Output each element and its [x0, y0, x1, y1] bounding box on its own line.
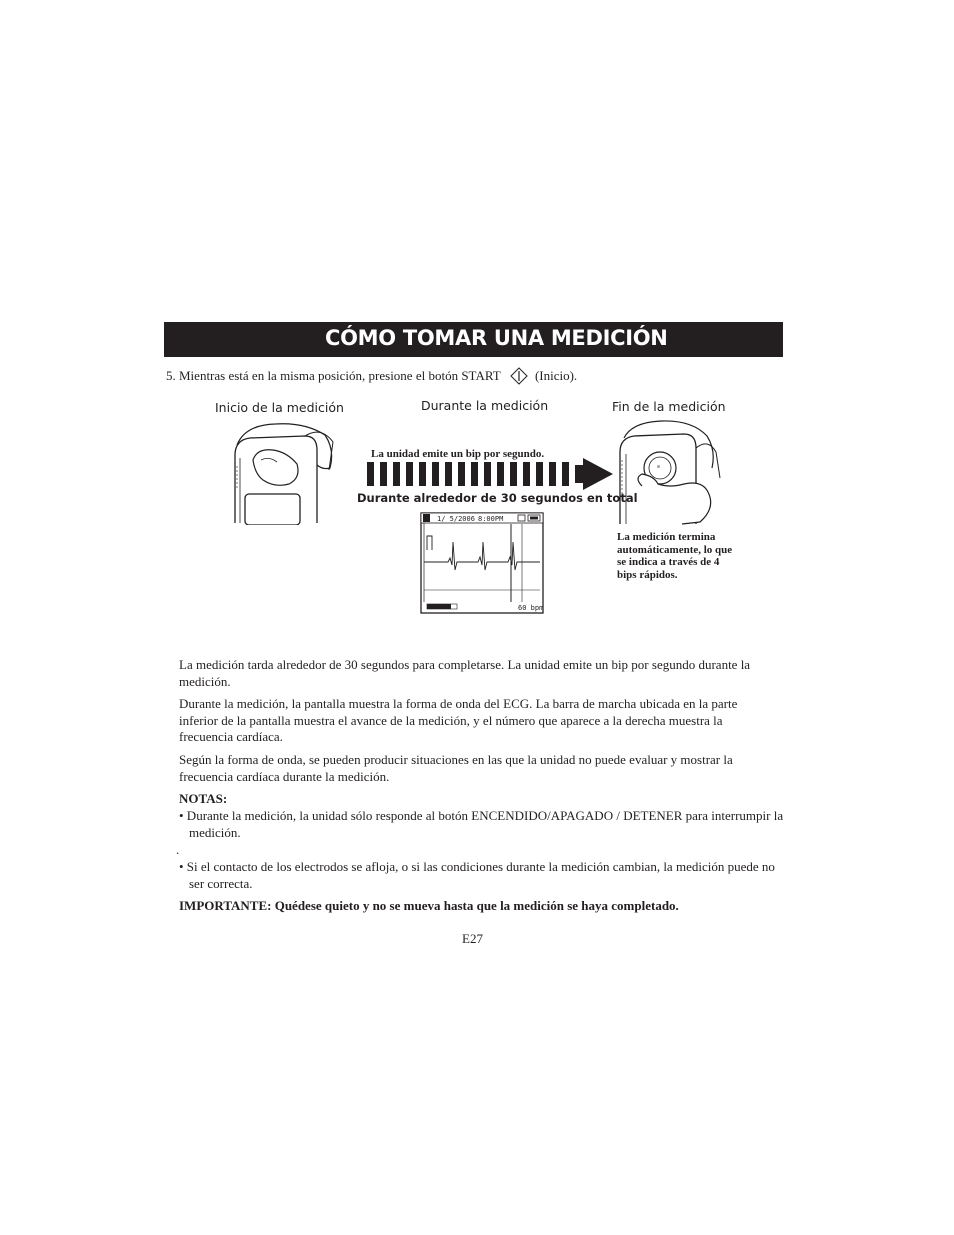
device-end-illustration [612, 418, 724, 526]
beep-note: La unidad emite un bip por segundo. [371, 448, 545, 460]
note-2: • Si el contacto de los electrodos se afloja, o si las condiciones durante la medición cambian, la medición puede no ser correcta. [179, 859, 775, 891]
end-note-line: bips rápidos. [617, 568, 678, 581]
paragraph-1: La medición tarda alrededor de 30 segundos para completarse. La unidad emite un bip por segundo durante la medición. [179, 657, 751, 689]
stage-end-label: Fin de la medición [612, 399, 726, 414]
paragraph-3: Según la forma de onda, se pueden producir situaciones en las que la unidad no puede evaluar y mostrar la frecuencia cardíaca durante la medición. [179, 752, 733, 784]
step-5-text: 5. Mientras está en la misma posición, presione el botón START [166, 368, 501, 383]
progress-bar-fill [427, 604, 451, 609]
stage-during-label: Durante la medición [421, 398, 549, 413]
end-note-line: automáticamente, lo que [617, 543, 733, 556]
end-note-line: se indica a través de 4 [617, 556, 720, 568]
section-title-banner [164, 322, 783, 357]
screen-heart-rate: 60 bpm [518, 604, 544, 612]
stray-dot: . [176, 842, 180, 857]
ecg-screen [420, 512, 545, 614]
step-5 [166, 367, 577, 385]
notes-heading: NOTAS: [179, 791, 228, 806]
step-5-suffix: (Inicio). [534, 368, 578, 383]
stage-start-label: Inicio de la medición [215, 400, 344, 415]
svg-text:⊙: ⊙ [657, 464, 661, 470]
duration-note: Durante alrededor de 30 segundos en total [357, 491, 638, 505]
paragraph-2: Durante la medición, la pantalla muestra la forma de onda del ECG. La barra de marcha ubicada en la parte inferior de la pantalla muestra el avance de la medición, y el número que aparece a la derecha muestra la frecuencia cardíaca. [179, 696, 738, 744]
end-note [617, 531, 732, 581]
note-1: • Durante la medición, la unidad sólo responde al botón ENCENDIDO/APAGADO / DETENER para interrumpir la medición. [179, 808, 784, 840]
important-note: IMPORTANTE: Quédese quieto y no se mueva hasta que la medición se haya completado. [179, 898, 679, 913]
screen-date: 1/ 5/2006 [437, 515, 475, 523]
screen-time: 8:00PM [478, 515, 504, 523]
page-number: E27 [462, 931, 483, 946]
end-note-line: La medición termina [617, 531, 716, 543]
person-icon [423, 514, 430, 522]
start-button-icon [510, 367, 528, 385]
section-title: CÓMO TOMAR UNA MEDICIÓN [325, 326, 668, 350]
device-start-illustration [225, 420, 335, 525]
